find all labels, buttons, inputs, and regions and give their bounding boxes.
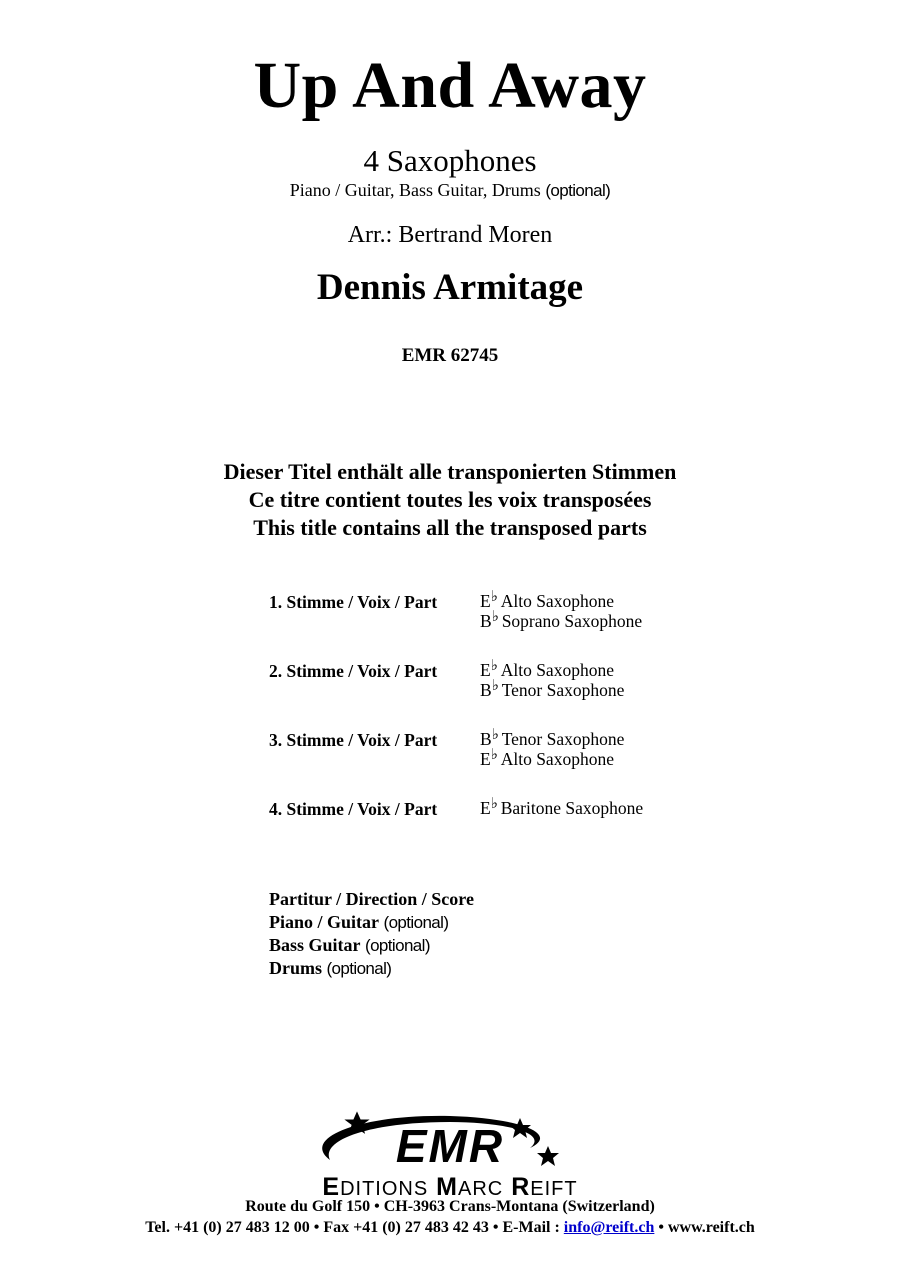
- publisher-word: [436, 1173, 503, 1201]
- instrument-name: Alto Saxophone: [500, 591, 614, 611]
- contact-phone-fax: Tel. +41 (0) 27 483 12 00 • Fax +41 (0) 27 483 42 43 • E-Mail :: [145, 1219, 564, 1236]
- score-title: Up And Away: [253, 49, 647, 122]
- contact-website: • www.reift.ch: [654, 1219, 755, 1236]
- extra-part-note: (optional): [326, 959, 392, 978]
- extra-part-item: [269, 888, 474, 911]
- flat-symbol: ♭: [491, 727, 499, 743]
- part-label: 2. Stimme / Voix / Part: [269, 661, 438, 681]
- instrument-name: Alto Saxophone: [500, 749, 614, 769]
- instrument-line: [480, 609, 643, 632]
- optional-instruments-list: Piano / Guitar, Bass Guitar, Drums: [289, 180, 541, 200]
- flat-symbol: ♭: [490, 796, 498, 812]
- instrument-name: Tenor Saxophone: [501, 729, 625, 749]
- logo-star-bottom: [537, 1146, 559, 1166]
- optional-instruments: [0, 180, 900, 201]
- catalog-code: EMR 62745: [401, 345, 499, 366]
- instrument-line: [480, 747, 624, 770]
- notice-french: Ce titre contient toutes les voix transposées: [248, 487, 652, 512]
- publisher-initial: M: [436, 1173, 458, 1201]
- ensemble-label: 4 Saxophones: [363, 143, 537, 178]
- extra-part-note: (optional): [365, 936, 430, 955]
- publisher-word: [322, 1173, 428, 1201]
- arranger: Arr.: Bertrand Moren: [347, 222, 553, 248]
- part-instruments: [480, 658, 625, 701]
- flat-symbol: ♭: [490, 658, 498, 674]
- part-label: 4. Stimme / Voix / Part: [269, 799, 438, 819]
- emr-logo: [300, 1108, 600, 1176]
- publisher-initial: R: [511, 1173, 531, 1201]
- notice-english: This title contains all the transposed parts: [253, 515, 647, 540]
- instrument-name: Tenor Saxophone: [501, 680, 625, 700]
- extra-part-note: (optional): [383, 913, 449, 932]
- instrument-line: [480, 727, 625, 750]
- flat-symbol: ♭: [490, 747, 498, 763]
- instrument-name: Soprano Saxophone: [501, 611, 643, 631]
- instrument-name: Alto Saxophone: [500, 660, 614, 680]
- instrument-key: E: [480, 749, 491, 769]
- extra-part-item: [269, 911, 474, 934]
- instrument-line: [480, 589, 642, 612]
- part-label: 1. Stimme / Voix / Part: [269, 592, 438, 612]
- instrument-line: [480, 796, 644, 819]
- publisher-initial: E: [322, 1173, 341, 1201]
- part-label: 3. Stimme / Voix / Part: [269, 730, 438, 750]
- extra-parts-list: [269, 888, 474, 980]
- part-instruments: [480, 796, 644, 819]
- extra-part-name: Partitur / Direction / Score: [269, 889, 474, 909]
- extra-part-name: Piano / Guitar: [269, 912, 380, 932]
- composer: Dennis Armitage: [316, 267, 584, 308]
- instrument-key: B: [480, 680, 492, 700]
- instrument-key: E: [480, 591, 491, 611]
- publisher-word: [511, 1173, 577, 1201]
- publisher-rest: EIFT: [530, 1178, 578, 1200]
- part-instruments: [480, 727, 625, 770]
- logo-text: EMR: [395, 1120, 505, 1172]
- flat-symbol: ♭: [491, 678, 499, 694]
- part-instruments: [480, 589, 643, 632]
- publisher-contact: [0, 1219, 900, 1237]
- instrument-key: B: [480, 611, 492, 631]
- extra-part-name: Drums: [269, 958, 322, 978]
- flat-symbol: ♭: [490, 589, 498, 605]
- publisher-rest: ARC: [458, 1178, 504, 1200]
- publisher-rest: DITIONS: [340, 1178, 429, 1200]
- extra-part-name: Bass Guitar: [269, 935, 361, 955]
- flat-symbol: ♭: [491, 609, 499, 625]
- instrument-key: E: [480, 660, 491, 680]
- instrument-key: E: [480, 798, 491, 818]
- instrument-line: [480, 678, 625, 701]
- instrument-key: B: [480, 729, 492, 749]
- publisher-address: Route du Golf 150 • CH-3963 Crans-Montana (Switzerland): [245, 1198, 655, 1215]
- notice-german: Dieser Titel enthält alle transponierten Stimmen: [223, 459, 677, 484]
- optional-tag: (optional): [545, 181, 611, 200]
- instrument-name: Baritone Saxophone: [500, 798, 644, 818]
- extra-part-item: [269, 934, 474, 957]
- extra-part-item: [269, 957, 474, 980]
- transposition-notice: [0, 458, 900, 542]
- email-link[interactable]: info@reift.ch: [563, 1219, 655, 1236]
